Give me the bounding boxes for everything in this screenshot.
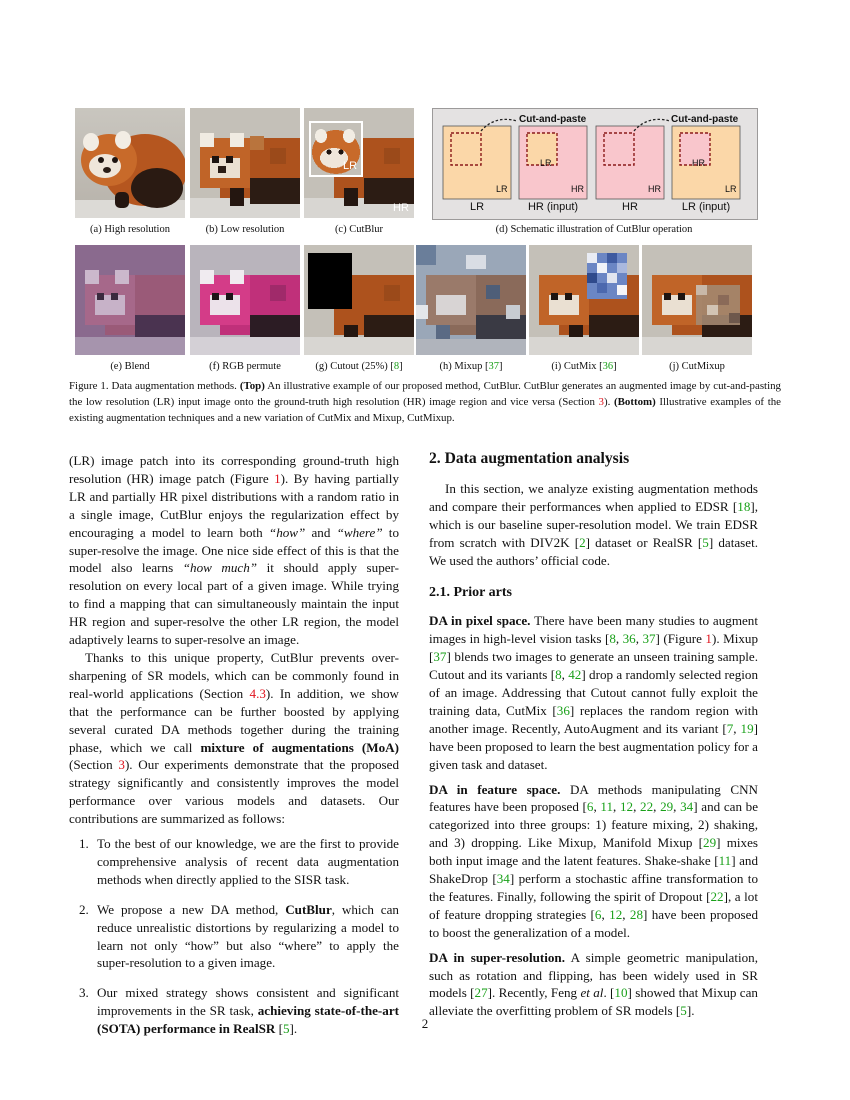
citation-link[interactable]: 34 — [680, 799, 694, 815]
paragraph-feature-space: DA in feature space. DA methods manipulating CNN features have been proposed [6, 11, 12, 22, 29, 34] and can be categorized into three groups: 1) feature mixing, 2) shaking, and 3) dropping. Like Mixup, Manifold Mixup [29] mixes both input image and the latent features. Shake-shake [11] and ShakeDrop [34] perform a stochastic affine transformation to the features. Finally, following the spirit of Dropout [22], a lot of feature dropping strategies [6, 12, 28] have been proposed to boost the generalization of a model. — [429, 781, 759, 940]
citation-link[interactable]: 2 — [579, 534, 586, 550]
citation-link[interactable]: 8 — [609, 631, 616, 647]
corner-label-1: LR — [496, 184, 508, 194]
citation-link[interactable]: 6 — [586, 799, 594, 815]
panda-image-rgb-permute — [190, 245, 300, 355]
page-number: 2 — [421, 1016, 429, 1031]
citation-link[interactable]: 37 — [642, 631, 656, 647]
subcaption-d: (d) Schematic illustration of CutBlur operation — [495, 224, 693, 235]
subcaption-h: (h) Mixup [37] — [439, 361, 503, 372]
right-column — [429, 450, 758, 1020]
citation-link[interactable]: 27 — [474, 985, 488, 1001]
panda-image-cutmix — [529, 245, 639, 355]
panel-label-lr: LR — [469, 201, 485, 213]
subcaption-b: (b) Low resolution — [205, 224, 285, 235]
corner-label-3: HR — [648, 184, 661, 194]
citation-link[interactable]: 29 — [660, 799, 674, 815]
citation-link[interactable]: 37 — [488, 361, 499, 372]
section-intro: In this section, we analyze existing augmentation methods and compare their performances when applied to EDSR [18], which is our baseline super-resolution model. We train EDSR from scratch with DIV2K [2] dataset or RealSR [5] dataset. We used the authors’ official code. — [429, 480, 758, 568]
section-heading: 2. Data augmentation analysis — [429, 450, 630, 467]
left-paragraph-1: (LR) image patch into its corresponding ground-truth high resolution (HR) image patch (Figure 1). By having partially LR and partially HR pixel distributions with a random ratio in a single image, CutBlur enjoys the regularization effect by encouraging a model to learn both “how” and “where” to super-resolve the image. One nice side effect of this is that the model also learns “how much” it should apply super-resolution on every local part of a given image. While trying to find a mapping that can simultaneously maintain the input HR region and super-resolve the other LR region, the model adaptively learns to super-resolve an image. — [69, 453, 400, 648]
figure-link[interactable]: 1 — [705, 631, 712, 647]
panda-image-cutout — [304, 245, 414, 355]
citation-link[interactable]: 36 — [602, 361, 614, 372]
panel-label-lr-input: LR (input) — [681, 201, 731, 213]
citation-link[interactable]: 10 — [614, 985, 628, 1001]
panda-image-high-resolution — [75, 108, 185, 218]
citation-link[interactable]: 5 — [680, 1003, 687, 1019]
citation-link[interactable]: 11 — [718, 853, 732, 869]
left-paragraph-2: Thanks to this unique property, CutBlur prevents over-sharpening of SR models, which can be commonly found in real-world applications (Section 4.3). In addition, we show that the performance can be further boosted by applying several curated DA methods together during the training phase, which we call mixture of augmentations (MoA) (Section 3). Our experiments demonstrate that the proposed strategy significantly and consistently improves the model performance over various models and datasets. Our contributions are summarized as follows: — [69, 649, 399, 827]
citation-link[interactable]: 19 — [740, 720, 754, 736]
contribution-item-3: 3. Our mixed strategy shows consistent and significant improvements in the SR task, achieving state-of-the-art (SOTA) performance in RealSR [5]. — [79, 985, 400, 1037]
section-link[interactable]: 3 — [118, 757, 125, 773]
citation-link[interactable]: 28 — [629, 906, 643, 922]
cut-and-paste-label-1: Cut-and-paste — [519, 114, 587, 125]
cutblur-schematic — [432, 108, 758, 220]
citation-link[interactable]: 42 — [568, 667, 582, 683]
paragraph-super-resolution: DA in super-resolution. A simple geometric manipulation, such as rotation and flipping, has been widely used in SR models [27]. Recently, Feng et al. [10] showed that Mixup can alleviate the overfitting problem of SR models [5]. — [429, 949, 758, 1019]
citation-link[interactable]: 11 — [600, 799, 614, 815]
subcaption-g: (g) Cutout (25%) [8] — [315, 361, 403, 372]
subsection-heading: 2.1. Prior arts — [429, 585, 512, 601]
citation-link[interactable]: 7 — [726, 720, 734, 736]
citation-link[interactable]: 29 — [703, 835, 717, 851]
corner-label-2: HR — [571, 184, 584, 194]
inner-label-lr: LR — [540, 158, 552, 168]
figure-caption: Figure 1. Data augmentation methods. (Top) An illustrative example of our proposed method, CutBlur. CutBlur generates an augmented image by cut-and-pasting the low resolution (LR) input image onto the ground-truth high resolution (HR) image region and vice versa (Section 3). (Bottom) Illustrative examples of the existing augmentation techniques and a new variation of CutMix and Mixup, CutMixup. — [69, 380, 781, 425]
corner-label-4: LR — [725, 184, 737, 194]
panda-image-mixup — [416, 245, 526, 355]
citation-link[interactable]: 22 — [640, 799, 654, 815]
citation-link[interactable]: 34 — [496, 871, 510, 887]
cut-and-paste-label-2: Cut-and-paste — [671, 114, 739, 125]
panda-image-low-resolution — [190, 108, 300, 218]
citation-link[interactable]: 12 — [619, 799, 634, 815]
citation-link[interactable]: 18 — [737, 498, 751, 514]
citation-link[interactable]: 36 — [622, 631, 636, 647]
inner-label-hr: HR — [692, 158, 705, 168]
subcaption-a: (a) High resolution — [90, 224, 170, 235]
citation-link[interactable]: 8 — [393, 361, 400, 372]
left-column — [69, 452, 399, 1038]
subcaption-j: (j) CutMixup — [669, 361, 725, 372]
contribution-item-1: 1. To the best of our knowledge, we are the first to provide comprehensive analysis of recent data augmentation methods when directly applied to the SISR task. — [79, 836, 399, 887]
citation-link[interactable]: 12 — [609, 906, 623, 922]
panel-label-hr-input: HR (input) — [527, 201, 579, 213]
citation-link[interactable]: 37 — [433, 649, 447, 665]
subcaption-f: (f) RGB permute — [209, 361, 281, 372]
panel-label-hr: HR — [622, 201, 638, 213]
subcaption-i: (i) CutMix [36] — [551, 361, 617, 372]
lr-tag: LR — [343, 160, 358, 172]
subcaption-e: (e) Blend — [110, 361, 150, 372]
citation-link[interactable]: 5 — [282, 1021, 290, 1037]
section-link[interactable]: 3 — [598, 396, 604, 409]
panda-image-cutmixup — [642, 245, 752, 355]
citation-link[interactable]: 5 — [702, 534, 709, 550]
hr-tag: HR — [393, 202, 409, 214]
citation-link[interactable]: 8 — [555, 667, 562, 683]
panda-image-blend — [75, 245, 185, 355]
paragraph-pixel-space: DA in pixel space. There have been many studies to augment images in high-level vision tasks [8, 36, 37] (Figure 1). Mixup [37] blends two images to generate an unseen training sample. Cutout and its variants [8, 42] drop a randomly selected region of an image. Addressing that Cutout cannot fully exploit the training data, CutMix [36] replaces the random region with another image. Recently, AutoAugment and its variant [7, 19] have been proposed to learn the best augmentation policy for a given task and dataset. — [429, 613, 758, 772]
citation-link[interactable]: 22 — [710, 888, 724, 904]
citation-link[interactable]: 36 — [556, 702, 570, 718]
citation-link[interactable]: 6 — [594, 906, 602, 922]
subcaption-c: (c) CutBlur — [334, 224, 384, 235]
panda-image-cutblur — [304, 108, 414, 218]
figure-link[interactable]: 1 — [274, 470, 281, 486]
contribution-item-2: 2. We propose a new DA method, CutBlur, which can reduce unrealistic distortions by regularizing a model to learn not only “how” but also “where” to apply the super-resolution to a given image. — [79, 901, 399, 971]
section-link[interactable]: 4.3 — [249, 685, 266, 701]
